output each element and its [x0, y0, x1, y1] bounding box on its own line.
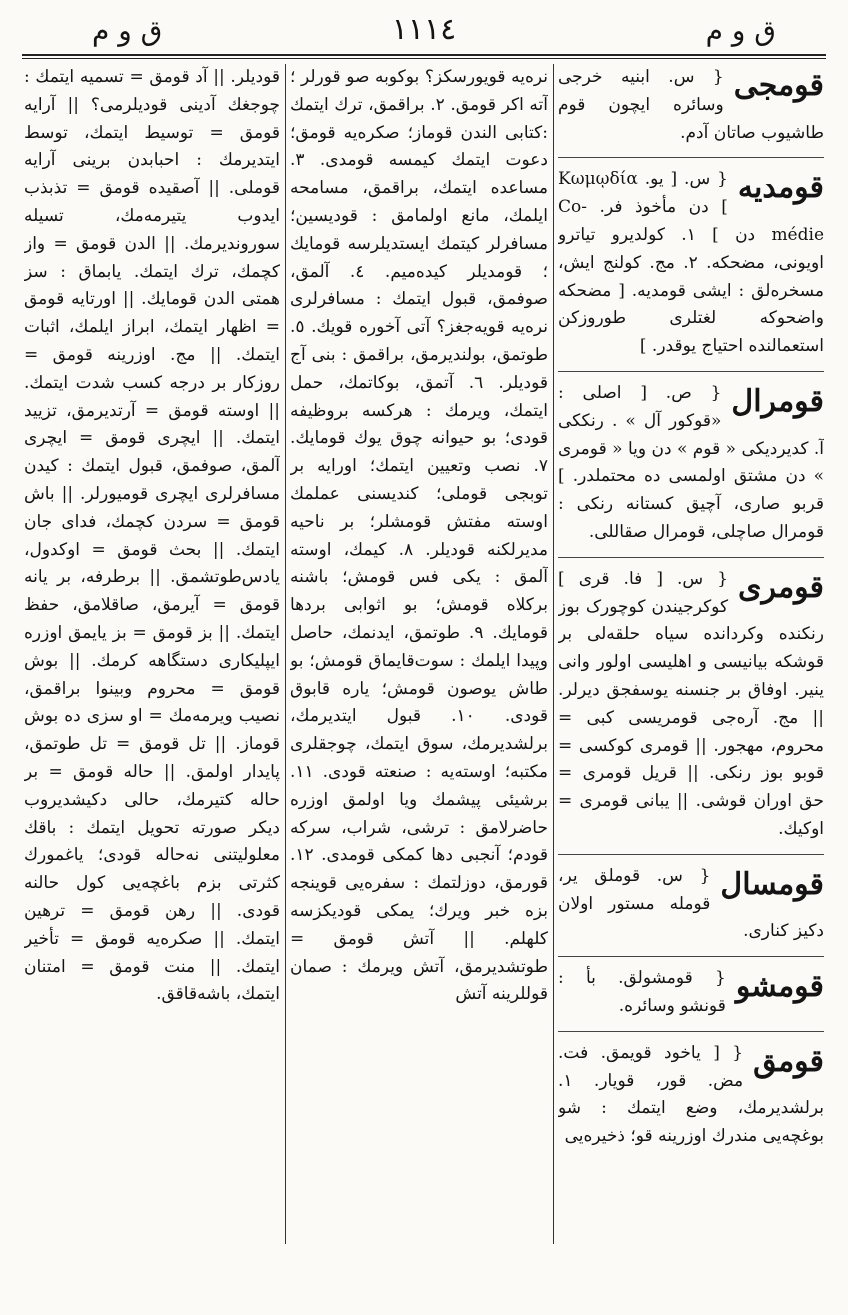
column-separator-right	[553, 64, 554, 1244]
entry-text: { س. [ فا. قری ] کوکرجیندن کوچورک بوز رنکنده وکردانده سیاه حلقه‌لی بر قوشکه بیانیسی و اهلیسی اولور وانی ینیر. اوفاق بر جنسنه یوسفجق دیرلر. || مج. آره‌جی قومریسی کبی = محروم، مهجور. || قومری کوکسی = قوبو بوز رنکی. || قریل قومری = حق اوران قوشی. || یبانی قومری = اوکیك.	[558, 568, 824, 839]
middle-column	[290, 64, 548, 1244]
entry-headword: قومشو	[735, 969, 824, 1005]
column-separator-left	[285, 64, 286, 1244]
header-rule	[22, 54, 826, 56]
entry-text: { [ یاخود قویمق. فت. مض. قور، قویار. ۱. برلشدیرمك، وضع ایتمك : شو بوغچه‌یی مندرك اوزرینه قو؛ ذخیره‌یی	[558, 1042, 824, 1147]
entry-qumri	[558, 557, 824, 844]
page-header	[22, 10, 826, 54]
entry-qumsal	[558, 854, 824, 946]
entry-text: { س. [ یو. Κωμῳδία ] دن مأخوذ فر. Co-médie دن ] ۱. کولدیرو تیاترو اویونی، مضحکه. ۲. مج. کولنج ایش، مسخره‌لق : ایشی قومدیه. [ مضحکه واضحوکه لغتلری طوروزکن استعمالنده احتیاج یوقدر. ]	[558, 169, 824, 357]
left-column	[24, 64, 280, 1244]
entry-text: { س. ابنیه خرجی وسائره ایچون قوم طاشیوب صاتان آدم.	[558, 67, 824, 143]
entry-qumji	[558, 64, 824, 147]
entry-text: { س. قوملق یر، قومله مستور اولان دکیز کناری.	[558, 865, 824, 942]
header-left-letters: ق و م	[92, 14, 163, 47]
header-right-letters: ق و م	[705, 14, 776, 47]
left-column-text: قودیلر. || آد قومق = تسمیه ایتمك : چوجغك آدینی قودیلرمی؟ || آرایه قومق = توسیط ایتمك، توسط ایتدیرمك : احبابدن برینی آرایه قوملی. || آصقیده قومق = تذبذب ایدوب یتیرمه‌مك، تسیله سوروندیرمك. || الدن قومق = واز کچمك، ترك ایتمك. یابماق : سز همتی الدن قومایك. || اورتایه قومق = اظهار ایتمك، ابراز ایلمك، اثبات ایتمك. || مج. اوزرینه قومق = روزکار بر درجه کسب شدت ایتمك. || اوسته قومق = آرتدیرمق، تزیید ایتمك. || ایچری قومق = ایچری آلمق، صوفمق، قبول ایتمك : کیدن مسافرلری ایچری قومیورلر. || باش قومق = سردن کچمك، فدای جان ایتمك. || بحث قومق = اوکدول، یادس‌طوتشمق. || برطرفه، بر یانه قومق = آیرمق، صاقلامق، حفظ ایتمك. || بز قومق = بز یایمق اوزره ایپلیکاری دستگاهه کرمك. || بوش قومق = محروم وبینوا براقمق، نصیب ویرمه‌مك = او سزی ده بوش قوماز. || تل قومق = تل طوتمق، پایدار اولمق. || حاله قومق = بر حاله کتیرمك، حالی دکیشدیروب دیکر صورته تحویل ایتمك : باقك معلولیتنی نه‌حاله قودی؛ یاغمورك کثرتی بزم باغچه‌یی کول حالنه قودی. || رهن قومق = ترهین ایتمك. || صکره‌یه قومق = تأخیر ایتمك. || منت قومق = امتنان ایتمك، باشه‌قاقق.	[24, 67, 280, 1005]
entry-qomaq	[558, 1031, 824, 1151]
entry-text: { ص. [ اصلی : «قوکور آل » . رنککی آ. کدیردیکی « قوم » دن ویا « قومری » دن مشتق اولمسی ده محتملدر. ] قربو صاری، آچیق کستانه رنکی : قومرال صاچلی، قومرال صقاللی.	[558, 382, 824, 542]
entry-qumral	[558, 371, 824, 547]
entry-qomedya	[558, 157, 824, 361]
header-rule-thin	[22, 58, 826, 59]
entry-text: { قومشولق. بأ : قونشو وسائره.	[558, 968, 726, 1016]
entry-headword: قومدیه	[737, 170, 824, 206]
entry-headword: قومری	[738, 569, 824, 605]
middle-column-text: نره‌یه قویورسکز؟ بوکوبه صو قورلر ؛ آته اکر قومق. ۲. براقمق، ترك ایتمك :کتابی الندن قوماز؛ صکره‌یه قومق؛ دعوت ایتمك کیمسه قومدی. ۳. مساعده ایتمك، براقمق، مسامحه ایلمك، مانع اولمامق : قودیسین؛ مسافرلر کیتمك ایستدیلرسه قومایك ؛ قومدیلر کیده‌میم. ٤. آلمق، صوفمق، قبول ایتمك : مسافرلری نره‌یه قویه‌جغز؟ آتی آخوره قویك. ٥. طوتمق، بولندیرمق، براقمق : بنی آج قودیلر. ٦. آتمق، بوکاتمك، حمل ایتمك، ویرمك : هرکسه بروظیفه قودی؛ بو حیوانه چوق یوك قومایك. ۷. نصب وتعیین ایتمك؛ اورایه بر توبجی قوملی؛ کندیسنی عملمك اوسته مفتش قومشلر؛ بر ناحیه مدیرلکنه قودیلر. ۸. کیمك، اوسته آلمق : یکی فس قومش؛ باشنه برکلاه قومش؛ بو اثوابی بردها قومایك. ۹. طوتمق، ایدنمك، حاصل وپیدا ایلمك : سوت‌قایماق قومش؛ بو طاش یوصون قومش؛ یاره قابوق قودی. ۱۰. قبول ایتدیرمك، برلشدیرمك، سوق ایتمك، چوجقلری مکتبه‌؛ اوسته‌یه : صنعته قودی. ۱۱. برشیئی پیشمك ویا اولمق اوزره حاضرلامق : ترشی، شراب، سرکه قودم؛ آنجبی دها کمکی قومدی. ۱۲. قورمق، دوزلتمك : سفره‌یی قوینجه بزه خبر ویرك؛ یمکی قودیکزسه کلهلم. || آتش قومق = طوتشدیرمق، آتش ویرمك : صمان قوللرینه آتش	[290, 67, 548, 1005]
entry-headword: قومق	[753, 1043, 824, 1079]
entry-headword: قومسال	[720, 866, 824, 902]
entry-headword: قومرال	[731, 383, 824, 419]
entry-qomshu	[558, 956, 824, 1021]
page-number: ١١١٤	[391, 12, 457, 47]
entry-headword: قومجی	[733, 68, 824, 103]
right-column	[558, 64, 824, 1244]
